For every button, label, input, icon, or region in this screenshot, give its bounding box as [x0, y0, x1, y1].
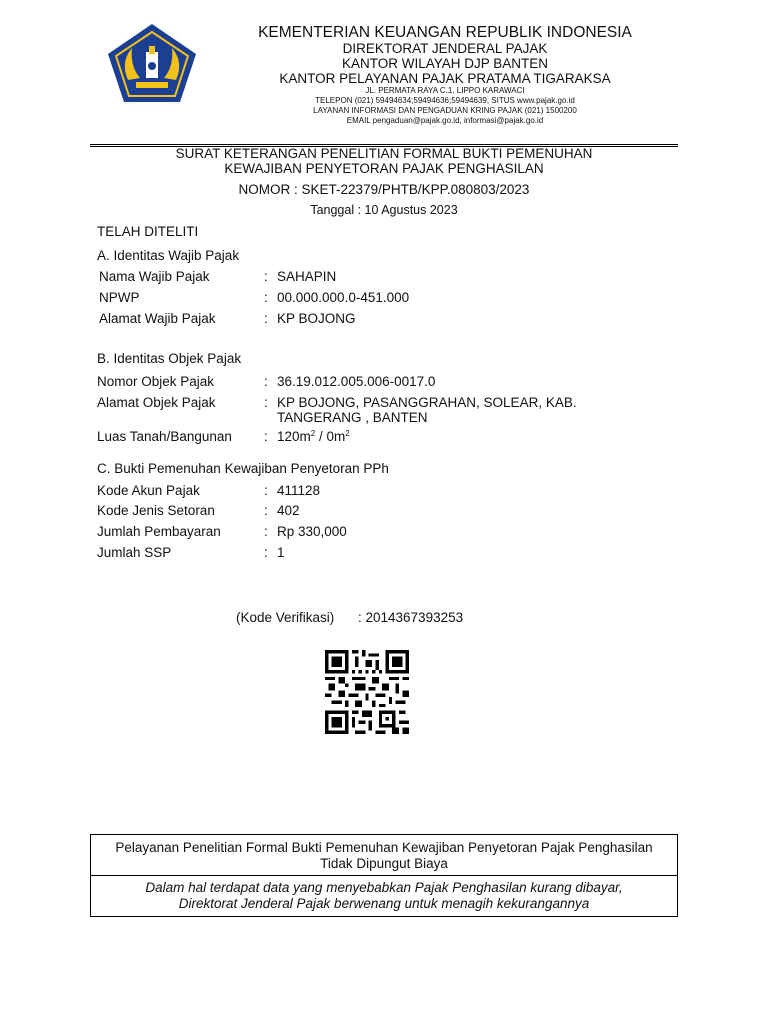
- field-colon: :: [264, 429, 268, 444]
- field-label-kode-akun: Kode Akun Pajak: [97, 483, 200, 498]
- field-colon: :: [264, 545, 268, 560]
- header-divider-top: [90, 144, 678, 145]
- section-a-heading: A. Identitas Wajib Pajak: [97, 248, 240, 263]
- qr-code-icon: [322, 650, 412, 734]
- section-c-heading: C. Bukti Pemenuhan Kewajiban Penyetoran PPh: [97, 461, 389, 476]
- field-label-alamat-op: Alamat Objek Pajak: [97, 395, 216, 410]
- header-directorate: DIREKTORAT JENDERAL PAJAK: [342, 41, 548, 56]
- underpayment-notice-line2: Direktorat Jenderal Pajak berwenang untuk menagih kekurangannya: [178, 896, 590, 911]
- field-colon: :: [264, 290, 268, 305]
- field-label-nop: Nomor Objek Pajak: [97, 374, 215, 389]
- field-colon: :: [264, 503, 268, 518]
- field-value-luas: [277, 430, 350, 445]
- fee-notice-box: [90, 834, 678, 876]
- field-label-npwp: NPWP: [99, 290, 140, 305]
- field-value-npwp: 00.000.000.0-451.000: [277, 290, 410, 305]
- field-value-alamat-op: KP BOJONG, PASANGGRAHAN, SOLEAR, KAB.: [277, 395, 577, 410]
- underpayment-notice-box: [90, 875, 678, 917]
- document-title-line2: KEWAJIBAN PENYETORAN PAJAK PENGHASILAN: [224, 161, 544, 176]
- field-label-luas: Luas Tanah/Bangunan: [97, 429, 232, 444]
- field-value-kode-akun: 411128: [277, 483, 321, 498]
- document-date: Tanggal : 10 Agustus 2023: [310, 203, 458, 217]
- field-label-kode-setoran: Kode Jenis Setoran: [97, 503, 215, 518]
- field-value-nop: 36.19.012.005.006-0017.0: [277, 374, 436, 389]
- field-value-kode-setoran: 402: [277, 503, 300, 518]
- field-colon: :: [264, 395, 268, 410]
- field-label-jumlah-ssp: Jumlah SSP: [97, 545, 172, 560]
- luas-tanah-value: 120m: [277, 429, 311, 444]
- field-value-jumlah-pembayaran: Rp 330,000: [277, 524, 347, 539]
- field-value-alamat-wp: KP BOJONG: [277, 311, 356, 326]
- header-email: EMAIL pengaduan@pajak.go.id, informasi@pajak.go.id: [346, 116, 544, 125]
- field-value-jumlah-ssp: 1: [277, 545, 285, 560]
- header-phone: TELEPON (021) 59494634;59494636;59494639, SITUS www.pajak.go.id: [315, 96, 575, 105]
- document-title-line1: SURAT KETERANGAN PENELITIAN FORMAL BUKTI PEMENUHAN: [175, 146, 593, 161]
- section-b-heading: B. Identitas Objek Pajak: [97, 351, 242, 366]
- header-tax-office: KANTOR PELAYANAN PAJAK PRATAMA TIGARAKSA: [279, 71, 611, 86]
- verification-code: : 2014367393253: [358, 610, 464, 625]
- field-label-alamat-wp: Alamat Wajib Pajak: [99, 311, 216, 326]
- luas-unit-sup: 2: [310, 429, 316, 438]
- header-address: JL. PERMATA RAYA C.1, LIPPO KARAWACI: [365, 86, 525, 95]
- verification-label: (Kode Verifikasi): [236, 610, 335, 625]
- field-value-alamat-op-line2: TANGERANG , BANTEN: [277, 410, 428, 425]
- field-label-nama-wp: Nama Wajib Pajak: [99, 269, 210, 284]
- fee-notice-line2: Tidak Dipungut Biaya: [320, 856, 448, 871]
- underpayment-notice-line1: Dalam hal terdapat data yang menyebabkan Pajak Penghasilan kurang dibayar,: [145, 880, 623, 895]
- field-colon: :: [264, 269, 268, 284]
- kementerian-keuangan-logo: [106, 22, 198, 104]
- header-ministry: KEMENTERIAN KEUANGAN REPUBLIK INDONESIA: [258, 24, 632, 41]
- header-hotline: LAYANAN INFORMASI DAN PENGADUAN KRING PAJAK (021) 1500200: [313, 106, 577, 115]
- field-value-nama-wp: SAHAPIN: [277, 269, 337, 284]
- field-colon: :: [264, 311, 268, 326]
- fee-notice-line1: Pelayanan Penelitian Formal Bukti Pemenuhan Kewajiban Penyetoran Pajak Penghasilan: [115, 840, 653, 855]
- header-regional-office: KANTOR WILAYAH DJP BANTEN: [341, 56, 549, 71]
- field-colon: :: [264, 524, 268, 539]
- status-label: TELAH DITELITI: [97, 224, 199, 239]
- document-number: NOMOR : SKET-22379/PHTB/KPP.080803/2023: [238, 182, 530, 197]
- luas-bangunan-value: / 0m: [315, 429, 346, 444]
- luas-unit-sup: 2: [345, 429, 350, 438]
- field-colon: :: [264, 483, 268, 498]
- field-label-jumlah-pembayaran: Jumlah Pembayaran: [97, 524, 221, 539]
- field-colon: :: [264, 374, 268, 389]
